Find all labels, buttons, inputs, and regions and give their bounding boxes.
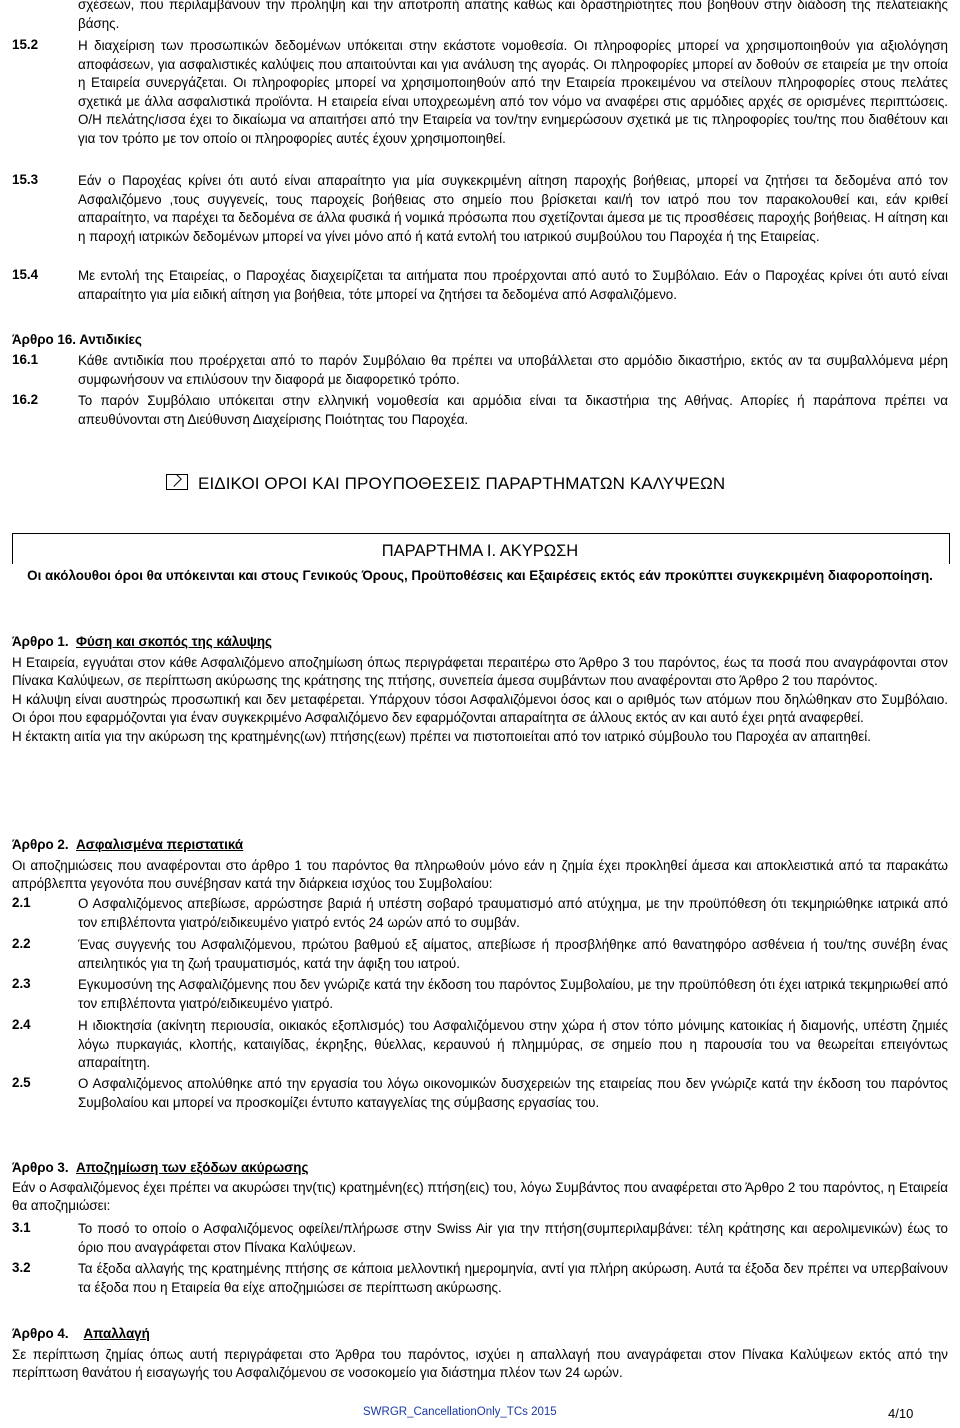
annex-title: ΠΑΡΑΡΤΗΜΑ Ι. ΑΚΥΡΩΣΗ [381, 542, 579, 560]
paragraph: Η έκτακτη αιτία για την ακύρωση της κρατημένης(ων) πτήσης(εων) πρέπει να πιστοποιείται από τον ιατρικό σύμβουλο του Παροχέα αν απαιτηθεί. [12, 728, 871, 744]
article-4 [12, 1325, 948, 1383]
annex-subtitle: Οι ακόλουθοι όροι θα υπόκεινται και στους Γενικούς Όρους, Προϋποθέσεις και Εξαιρέσεις εκτός εάν προκύπτει συγκεκριμένη διαφοροποίηση. [27, 568, 933, 583]
paragraph: Η κάλυψη είναι αυστηρώς προσωπική και δεν μεταφέρεται. Υπάρχουν τόσοι Ασφαλιζόμενοι όσος και ο αριθμός των ατόμων που δηλώθηκαν στο Συμβόλαιο. Οι όροι που εφαρμόζονται για έναν συγκεκριμένο Ασφαλιζόμενο δεν εφαρμόζονται απαραίτητα σε άλλους εκτός αν και αυτό έχει ρητά αναφερθεί. [12, 691, 948, 726]
clause-number: 2.4 [12, 1017, 31, 1032]
article-heading: Άρθρο 4. Απαλλαγή [12, 1326, 150, 1341]
clause-number: 2.3 [12, 976, 31, 991]
clause-text: Ο Ασφαλιζόμενος απολύθηκε από την εργασία του λόγω οικονομικών δυσχερειών της εταιρείας που δεν γνώριζε κατά την έκδοση του παρόντος Συμβολαίου και μπορεί να προσκομίζει έντυπο καταγγελίας της σύμβασης εργασίας του. [78, 1076, 948, 1110]
clause-text: Τα έξοδα αλλαγής της κρατημένης πτήσης σε κάποια μελλοντική ημερομηνία, αντί για πλήρη ακύρωση. Αυτά τα έξοδα δεν πρέπει να υπερβαίνουν τα έξοδα που η Εταιρεία θα είχε αποζημιώσει σε περίπτωση ακύρωσης. [78, 1261, 948, 1295]
clause-3-2 [12, 1260, 948, 1297]
clause-text: Εγκυμοσύνη της Ασφαλιζόμενης που δεν γνώριζε κατά την έκδοση του παρόντος Συμβολαίου, με την προϋπόθεση ότι έχει ιατρικά τεκμηριωθεί από τον επιβλέποντα γιατρό/ειδικευμένο γιατρό. [78, 977, 948, 1011]
article-title: Ασφαλισμένα περιστατικά [76, 837, 244, 852]
clause-text: Ένας συγγενής του Ασφαλιζόμενου, πρώτου βαθμού εξ αίματος, απεβίωσε ή προσβλήθηκε από θανατηφόρο ασθένεια ή του/της συνέβη ένας απειλητικός για τη ζωή τραυματισμός, κατά την άφιξη του ιατρού. [78, 937, 948, 971]
clause-number: 3.2 [12, 1260, 31, 1275]
clause-text: Εάν ο Παροχέας κρίνει ότι αυτό είναι απαραίτητο για μία συγκεκριμένη αίτηση παροχής βοήθειας, μπορεί να ζητήσει τα δεδομένα από τον Ασφαλιζόμενο ,τους συγγενείς, τους παροχείς βοήθειας στο σημείο που βρίσκεται και/ή τον ιατρό που τον παρακολουθεί και, εάν κριθεί απαραίτητο, να παρέχει τα δεδομένα σε άλλα φυσικά ή νομικά πρόσωπα που σχετίζονται άμεσα με τις προσθέσεις παροχής βοήθειας. Η αίτηση και η παροχή ιατρικών δεδομένων μπορεί να γίνει μόνο από ή κατά εντολή του ιατρικού συμβούλου του Παροχέα ή της Εταιρείας. [78, 173, 948, 244]
clause-15-2 [12, 37, 948, 149]
clause-15-4 [12, 267, 948, 304]
clause-16-2 [12, 392, 948, 429]
special-terms-banner [166, 474, 806, 494]
page-number: 4/10 [888, 1406, 914, 1421]
clause-2-2 [12, 936, 948, 973]
clause-number: 2.1 [12, 895, 31, 910]
article-title: Φύση και σκοπός της κάλυψης [76, 634, 273, 649]
clause-number: 15.3 [12, 172, 39, 187]
article-title: Απαλλαγή [83, 1326, 150, 1341]
clause-2-1 [12, 895, 948, 932]
clause-text: Το παρόν Συμβόλαιο υπόκειται στην ελληνική νομοθεσία και αρμόδια είναι τα δικαστήρια της Αθήνας. Απορίες ή παράπονα πρέπει να απευθύνονται στη Διεύθυνση Διαχείρισης Ποιότητας του Παροχέα. [78, 393, 948, 427]
clause-2-4 [12, 1017, 948, 1073]
footer-filename: SWRGR_CancellationOnly_TCs 2015 [363, 1406, 557, 1418]
paragraph: Οι αποζημιώσεις που αναφέρονται στο άρθρο 1 του παρόντος θα πληρωθούν μόνο εάν η ζημία έχει προκληθεί άμεσα και αποκλειστικά από τα παρακάτω απρόβλεπτα γεγονότα που συνέβησαν κατά την διάρκεια ισχύος του Συμβολαίου: [12, 857, 948, 892]
article-heading: Άρθρο 16. Αντιδικίες [12, 332, 142, 347]
article-heading: Άρθρο 3. Αποζημίωση των εξόδων ακύρωσης [12, 1160, 309, 1175]
pointing-hand-icon [166, 474, 188, 490]
clause-number: 16.1 [12, 352, 39, 367]
clause-15-3 [12, 172, 948, 246]
clause-2-3 [12, 976, 948, 1013]
article-16 [12, 331, 948, 350]
clause-16-1 [12, 352, 948, 389]
clause-number: 3.1 [12, 1220, 31, 1235]
clause-text: Με εντολή της Εταιρείας, ο Παροχέας διαχειρίζεται τα αιτήματα που προέρχονται από αυτό το Συμβόλαιο. Εάν ο Παροχέας κρίνει ότι αυτό είναι απαραίτητο για μία ειδική αίτηση για βοήθεια, τότε μπορεί να ζητήσει τα δεδομένα από Ασφαλιζόμενο. [78, 268, 948, 302]
clause-number: 2.5 [12, 1075, 31, 1090]
clause-number: 15.2 [12, 37, 39, 52]
clause-number: 15.4 [12, 267, 39, 282]
article-1 [12, 633, 948, 747]
clause-text: Ο Ασφαλιζόμενος απεβίωσε, αρρώστησε βαριά ή υπέστη σοβαρό τραυματισμό από ατύχημα, με την προϋπόθεση ότι τεκμηριώθηκε ιατρικά από τον επιβλέποντα γιατρό/ειδικευμένο γιατρό εντός 24 ωρών από το συμβάν. [78, 896, 948, 930]
article-heading: Άρθρο 1. Φύση και σκοπός της κάλυψης [12, 634, 273, 649]
paragraph: Η Εταιρεία, εγγυάται στον κάθε Ασφαλιζόμενο αποζημίωση όπως περιγράφεται περαιτέρω στο Άρθρο 3 του παρόντος, έως τα ποσά που αναγράφονται στον Πίνακα Καλύψεων, σε περίπτωση ακύρωσης της κράτησης της πτήσης, συνεπεία άμεσα συμβάντων που αναφέρονται στο Άρθρο 2 του παρόντος. [12, 654, 948, 689]
article-heading: Άρθρο 2. Ασφαλισμένα περιστατικά [12, 837, 244, 852]
clause-3-1 [12, 1220, 948, 1257]
clause-text: Η ιδιοκτησία (ακίνητη περιουσία, οικιακός εξοπλισμός) του Ασφαλιζόμενου στην χώρα ή στον τόπο μόνιμης κατοικίας ή διαμονής, υπέστη ζημιές λόγω πυρκαγιάς, κλοπής, καταιγίδας, έκρηξης, θύελλας, κεραυνού ή πλημμύρας, σε σημείο που η παρουσία του να θεωρείται επειγόντως απαραίτητη. [78, 1018, 948, 1071]
clause-2-5 [12, 1075, 948, 1112]
banner-title: ΕΙΔΙΚΟΙ ΟΡΟΙ ΚΑΙ ΠΡΟΥΠΟΘΕΣΕΙΣ ΠΑΡΑΡΤΗΜΑΤΩΝ ΚΑΛΥΨΕΩΝ [198, 474, 726, 493]
clause-number: 16.2 [12, 392, 39, 407]
article-3 [12, 1159, 948, 1216]
paragraph: Εάν ο Ασφαλιζόμενος έχει πρέπει να ακυρώσει την(τις) κρατημένη(ες) πτήση(εις) του, λόγω Συμβάντος που αναφέρεται στο Άρθρο 2 του παρόντος, η Εταιρεία θα αποζημιώσει: [12, 1179, 948, 1214]
clause-text: Η διαχείριση των προσωπικών δεδομένων υπόκειται στην εκάστοτε νομοθεσία. Οι πληροφορίες μπορεί να χρησιμοποιηθούν για αξιολόγηση αποφάσεων, για ασφαλιστικές καλύψεις που απαιτούνται και για ανάλυση της αγοράς. Οι πληροφορίες μπορεί αν δοθούν σε εταιρεία με την οποία η Εταιρεία συνεργάζεται. Οι πληροφορίες μπορεί να χρησιμοποιηθούν από την Εταιρεία προκειμένου να στείλουν πληροφορίες στους πελάτες σχετικά με άλλα ασφαλιστικά προϊόντα. Η εταιρεία είναι υποχρεωμένη από τον νόμο να αναφέρει στις αρμόδιες αρχές σε ορισμένες περιπτώσεις. Ο/Η πελάτης/ισσα έχει το δικαίωμα να απαιτήσει από την Εταιρεία να τον/την ενημερώσουν σχετικά με τις πληροφορίες του/της που διαθέτουν και για τον τρόπο με τον οποίο οι πληροφορίες αυτές έχουν χρησιμοποιηθεί. [78, 38, 948, 146]
article-title: Αποζημίωση των εξόδων ακύρωσης [76, 1160, 309, 1175]
top-fragment: σχέσεων, που περιλαμβάνουν την πρόληψη και την αποτροπή απάτης καθώς και δραστηριότητες που βοηθούν στην διάδοση της πελατειακής βάσης. [78, 0, 948, 31]
clause-text: Το ποσό το οποίο ο Ασφαλιζόμενος οφείλει/πλήρωσε στην Swiss Air για την πτήση(συμπεριλαμβάνει: τέλη κράτησης και αερολιμενικών) έως το όριο που αναγράφεται στον Πίνακα Καλύψεων. [78, 1221, 948, 1255]
article-2 [12, 836, 948, 894]
clause-text: Κάθε αντιδικία που προέρχεται από το παρόν Συμβόλαιο θα πρέπει να υποβάλλεται στο αρμόδιο δικαστήριο, εκτός αν τα συμβαλλόμενα μέρη συμφωνήσουν να επιλύσουν την διαφορά με διαφορετικό τρόπο. [78, 353, 948, 387]
clause-number: 2.2 [12, 936, 31, 951]
paragraph: Σε περίπτωση ζημίας όπως αυτή περιγράφεται στο Άρθρα του παρόντος, ισχύει η απαλλαγή που αναγράφεται στον Πίνακα Καλύψεων εκτός από την περίπτωση θανάτου ή εισαγωγής του Ασφαλιζόμενου σε νοσοκομείο για διάστημα πλέον των 24 ωρών. [12, 1346, 948, 1381]
